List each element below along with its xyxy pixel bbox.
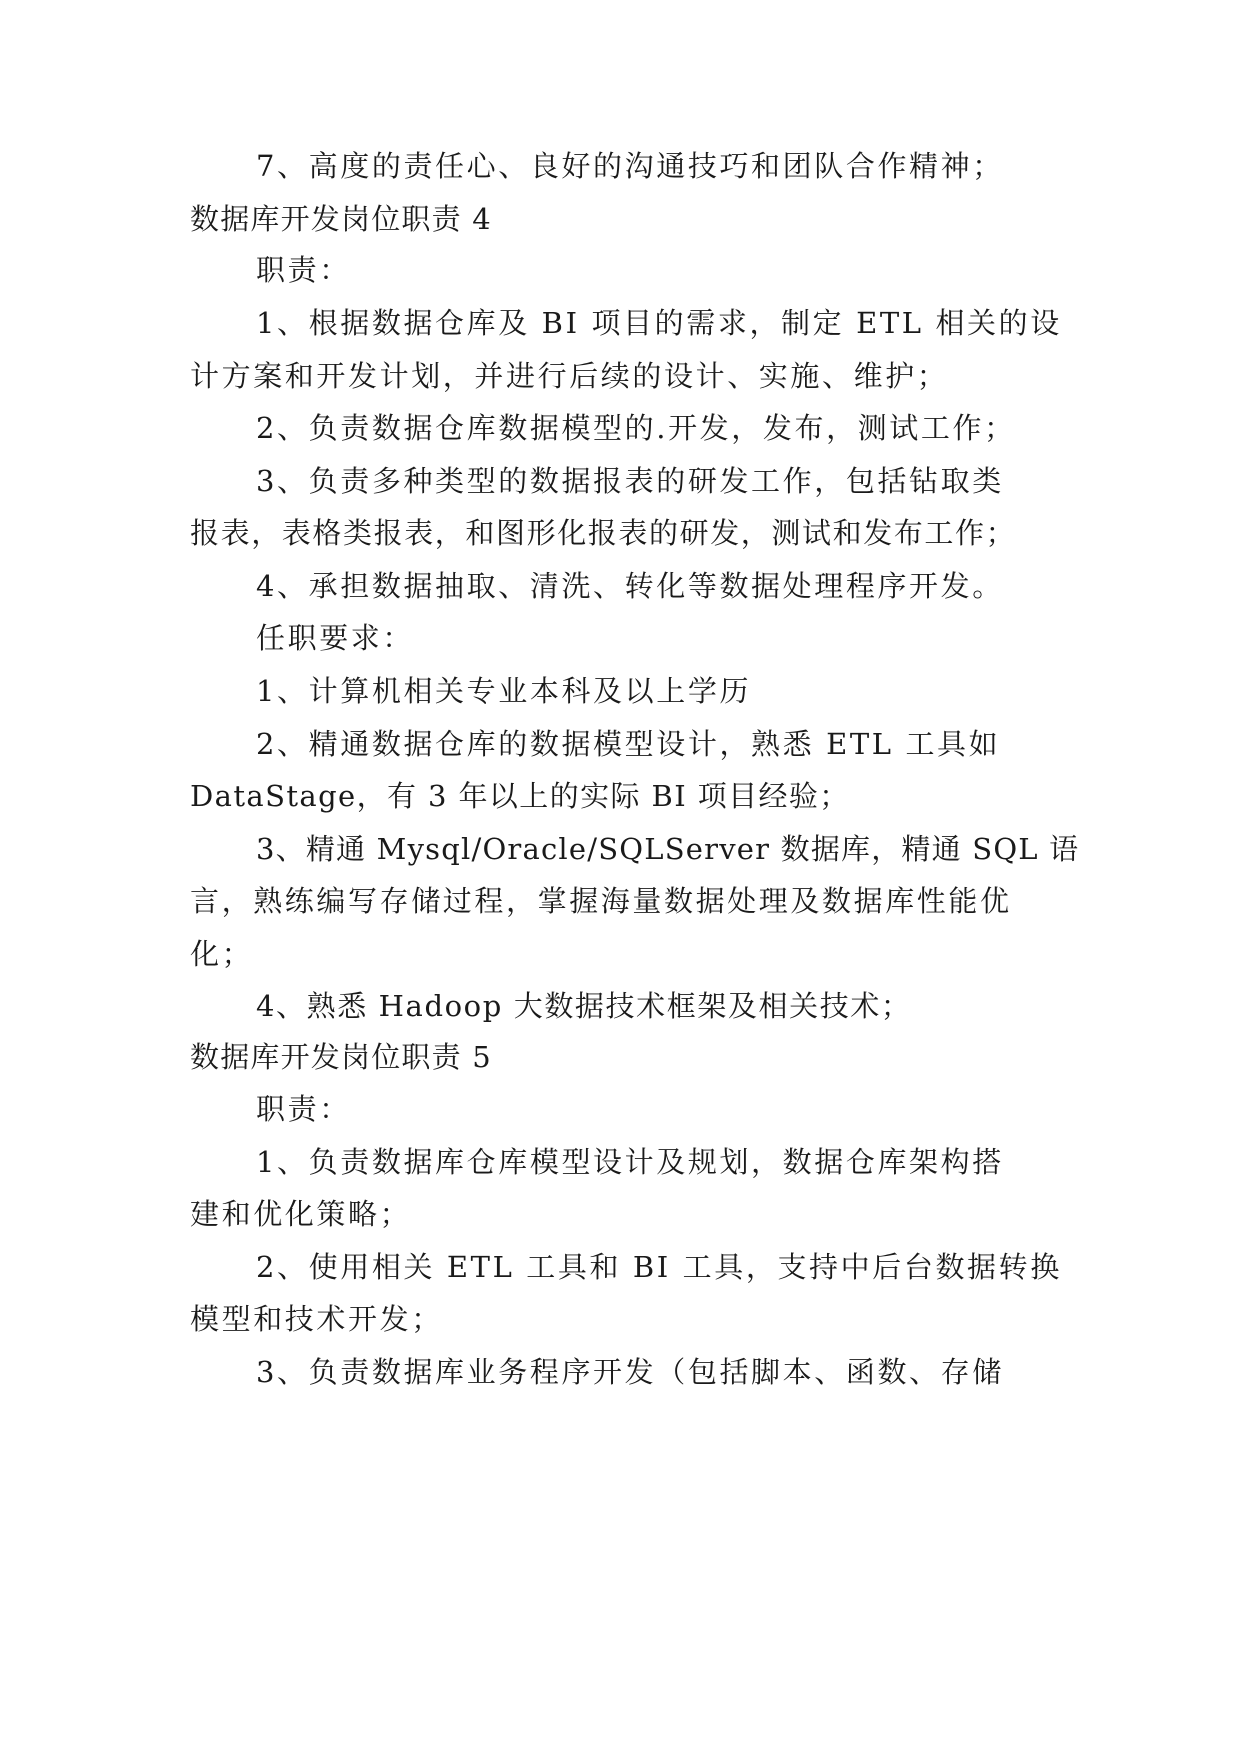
text-line: 1、负责数据库仓库模型设计及规划，数据仓库架构搭 [256,1145,1004,1179]
text-line: 7、高度的责任心、良好的沟通技巧和团队合作精神； [256,149,1004,183]
text-line: 4、承担数据抽取、清洗、转化等数据处理程序开发。 [256,569,1004,603]
text-line: 报表，表格类报表，和图形化报表的研发，测试和发布工作； [190,516,1017,550]
text-line: 计方案和开发计划，并进行后续的设计、实施、维护； [190,359,949,393]
text-line: 模型和技术开发； [190,1302,443,1336]
section-heading: 数据库开发岗位职责 4 [190,202,492,236]
text-line: 任职要求： [256,621,415,655]
section-heading: 数据库开发岗位职责 5 [190,1040,492,1074]
text-line: 1、根据数据仓库及 BI 项目的需求，制定 ETL 相关的设 [256,306,1062,340]
text-line: 2、精通数据仓库的数据模型设计，熟悉 ETL 工具如 [256,727,1001,761]
text-line: 3、负责多种类型的数据报表的研发工作，包括钻取类 [256,464,1004,498]
text-line: 职责： [256,1092,351,1126]
text-line: 2、负责数据仓库数据模型的.开发，发布，测试工作； [256,411,1016,445]
text-line: 职责： [256,253,351,287]
text-line: 化； [190,937,254,971]
text-line: DataStage，有 3 年以上的实际 BI 项目经验； [190,779,850,813]
text-line: 2、使用相关 ETL 工具和 BI 工具，支持中后台数据转换 [256,1250,1062,1284]
text-line: 4、熟悉 Hadoop 大数据技术框架及相关技术； [256,989,912,1023]
text-line: 建和优化策略； [190,1197,412,1231]
text-line: 言，熟练编写存储过程，掌握海量数据处理及数据库性能优 [190,884,1012,918]
text-line: 3、精通 Mysql/Oracle/SQLServer 数据库，精通 SQL 语 [256,832,1080,866]
text-line: 1、计算机相关专业本科及以上学历 [256,674,752,708]
text-line: 3、负责数据库业务程序开发（包括脚本、函数、存储 [256,1355,1004,1389]
